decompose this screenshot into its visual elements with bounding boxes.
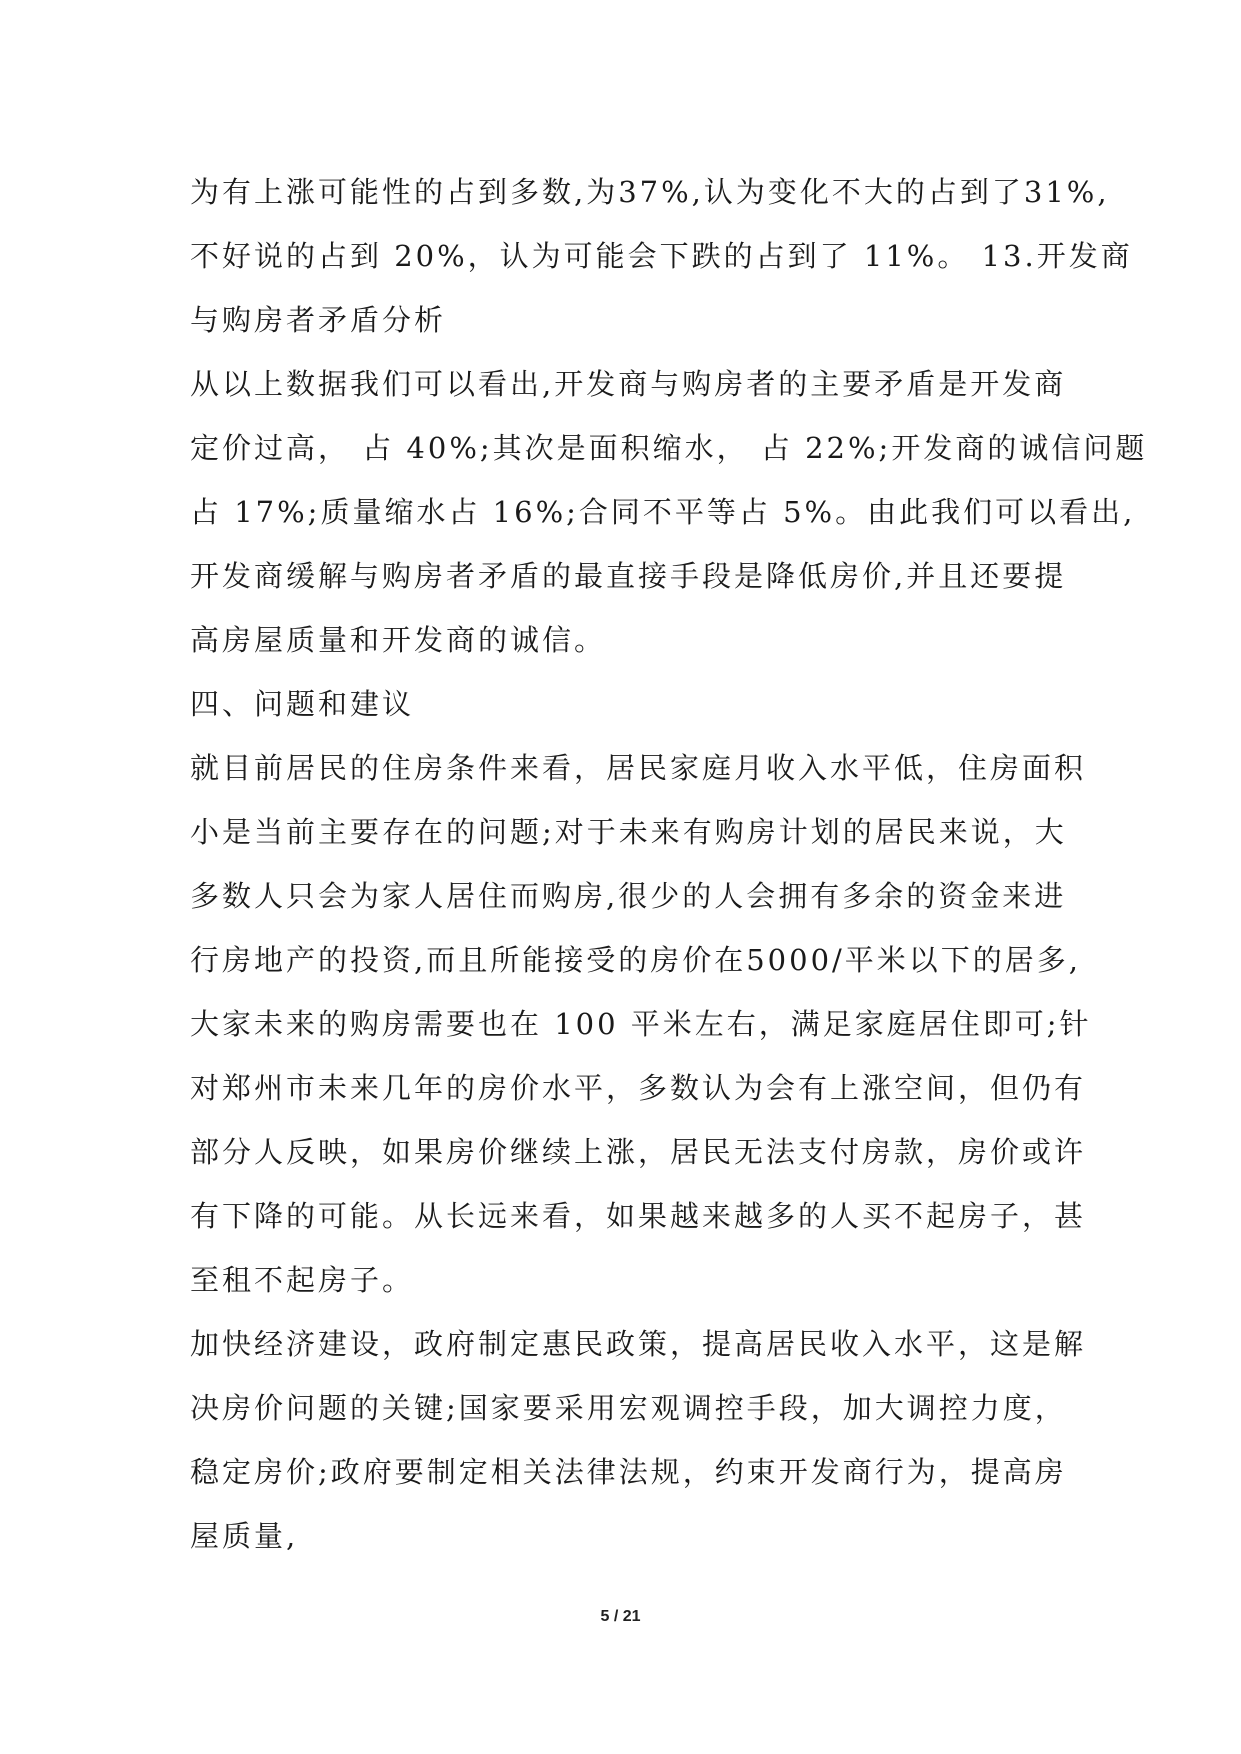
text-line: 行房地产的投资,而且所能接受的房价在5000/平米以下的居多, [190, 943, 1082, 977]
text-line: 有下降的可能。从长远来看，如果越来越多的人买不起房子，甚 [190, 1199, 1087, 1233]
text-line: 决房价问题的关键;国家要采用宏观调控手段，加大调控力度， [190, 1391, 1067, 1425]
text-line: 不好说的占到 20%，认为可能会下跌的占到了 11%。 13.开发商 [190, 239, 1133, 273]
text-line: 对郑州市未来几年的房价水平，多数认为会有上涨空间，但仍有 [190, 1071, 1087, 1105]
text-line: 至租不起房子。 [190, 1263, 415, 1297]
text-line: 大家未来的购房需要也在 100 平米左右，满足家庭居住即可;针 [190, 1007, 1092, 1041]
text-line: 屋质量, [190, 1519, 299, 1553]
text-line: 加快经济建设，政府制定惠民政策，提高居民收入水平，这是解 [190, 1327, 1087, 1361]
text-line: 为有上涨可能性的占到多数,为37%,认为变化不大的占到了31%, [190, 175, 1110, 209]
text-line: 从以上数据我们可以看出,开发商与购房者的主要矛盾是开发商 [190, 367, 1067, 401]
text-line: 部分人反映，如果房价继续上涨，居民无法支付房款，房价或许 [190, 1135, 1087, 1169]
document-body [190, 160, 1148, 1568]
text-line: 高房屋质量和开发商的诚信。 [190, 623, 607, 657]
text-line: 稳定房价;政府要制定相关法律法规，约束开发商行为，提高房 [190, 1455, 1067, 1489]
text-line: 就目前居民的住房条件来看，居民家庭月收入水平低，住房面积 [190, 751, 1087, 785]
page-number: 5 / 21 [600, 1608, 641, 1625]
text-line: 开发商缓解与购房者矛盾的最直接手段是降低房价,并且还要提 [190, 559, 1067, 593]
text-line: 定价过高， 占 40%;其次是面积缩水， 占 22%;开发商的诚信问题 [190, 431, 1148, 465]
section-heading: 四、问题和建议 [190, 687, 415, 721]
text-line: 小是当前主要存在的问题;对于未来有购房计划的居民来说，大 [190, 815, 1067, 849]
text-line: 多数人只会为家人居住而购房,很少的人会拥有多余的资金来进 [190, 879, 1067, 913]
text-line: 与购房者矛盾分析 [190, 303, 447, 337]
text-line: 占 17%;质量缩水占 16%;合同不平等占 5%。由此我们可以看出, [190, 495, 1136, 529]
